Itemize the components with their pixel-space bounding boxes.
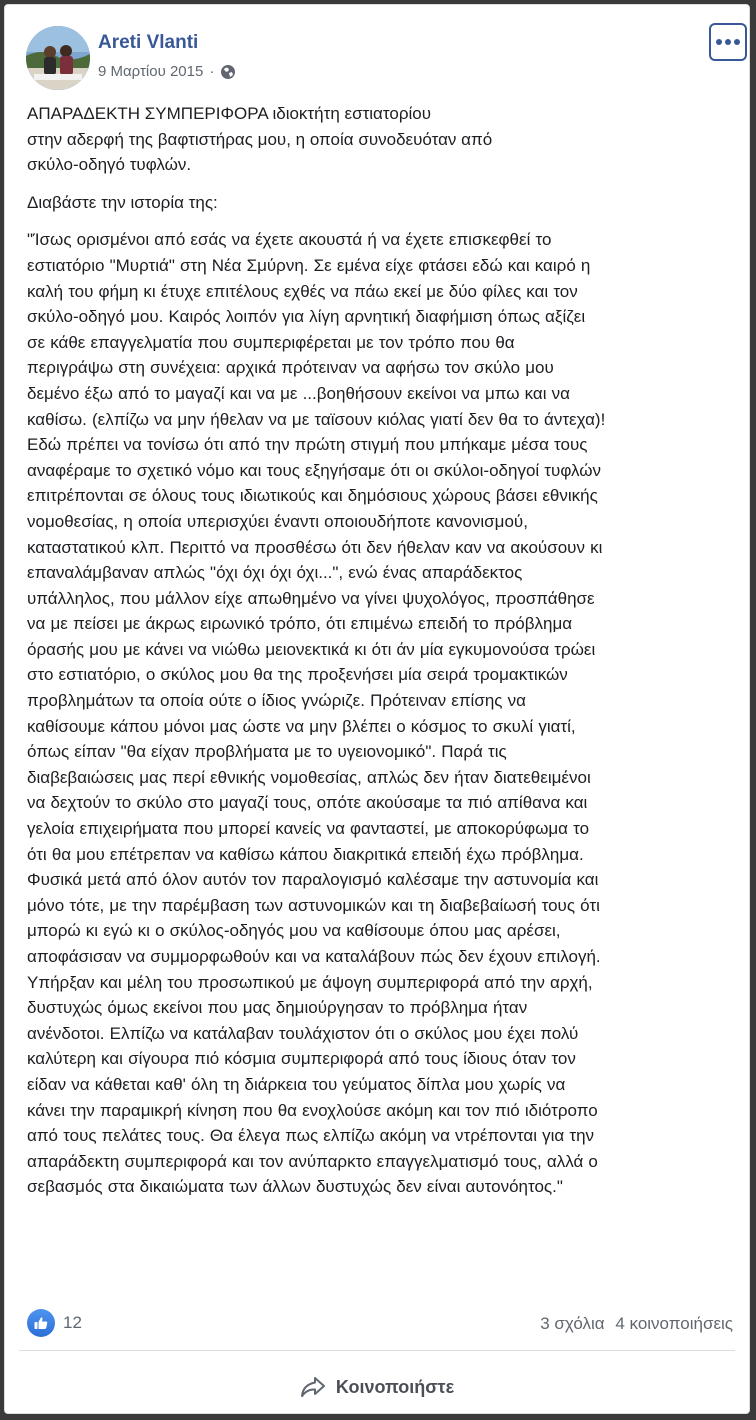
share-arrow-icon: [300, 1376, 326, 1398]
meta-separator: ·: [209, 63, 215, 80]
author-name[interactable]: Areti Vlanti: [98, 32, 199, 53]
comments-count-link[interactable]: 3 σχόλια: [540, 1314, 605, 1333]
post-paragraph-lead: Διαβάστε την ιστορία της:: [27, 192, 218, 212]
like-count: 12: [63, 1313, 82, 1332]
post-date[interactable]: 9 Μαρτίου 2015: [98, 63, 204, 80]
avatar[interactable]: [26, 26, 90, 90]
reactions-summary[interactable]: [27, 1309, 82, 1337]
share-label: Κοινοποιήστε: [335, 1376, 455, 1397]
divider: [19, 1350, 735, 1351]
share-button[interactable]: [5, 1365, 749, 1409]
more-options-icon: [715, 38, 741, 46]
facebook-post-card: [4, 4, 750, 1414]
globe-icon: [220, 64, 236, 80]
post-meta: [98, 63, 236, 80]
more-options-button[interactable]: [709, 23, 747, 61]
like-icon: [27, 1309, 55, 1337]
shares-count-link[interactable]: 4 κοινοποιήσεις: [615, 1314, 733, 1333]
post-paragraph-intro: ΑΠΑΡΑΔΕΚΤΗ ΣΥΜΠΕΡΙΦΟΡΑ ιδιοκτήτη εστιατορίου στην αδερφή της βαφτιστήρας μου, η οποία συνοδευόταν από σκύλο-οδηγό τυφλών.: [27, 104, 493, 175]
post-body: [27, 101, 739, 1212]
avatar-photo-icon: [26, 26, 90, 90]
engagement-counts: [534, 1314, 733, 1334]
post-paragraph-story: "Ίσως ορισμένοι από εσάς να έχετε ακουστά ή να έχετε επισκεφθεί το εστιατόριο "Μυρτιά" στη Νέα Σμύρνη. Σε εμένα είχε φτάσει εδώ και καιρό η καλή του φήμη κι έτυχε επιτέλους εχθές να πάω εκεί με δύο φίλες και τον σκύλο-οδηγό μου. Καιρός λοιπόν για λίγη αρνητική διαφήμιση όπως αξίζει σε κάθε επαγγελματία που συμπεριφέρεται με τον τρόπο που θα περιγράψω στη συνέχεια: αρχικά πρότειναν να αφήσω τον σκύλο μου δεμένο έξω από το μαγαζί και να με ...βοηθήσουν εκείνοι να μπω και να καθίσω. (ελπίζω να μην ήθελαν να με ταϊσουν κιόλας γιατί δεν θα το άντεχα)! Εδώ πρέπει να τονίσω ότι από την πρώτη στιγμή που μπήκαμε μέσα τους αναφέραμε το σχετικό νόμο και τους εξηγήσαμε ότι οι σκύλοι-οδηγοί τυφλών επιτρέπονται σε όλους τους ιδιωτικούς και δημόσιους χώρους βάσει εθνικής νομοθεσίας, η οποία υπερισχύει έναντι οποιουδήποτε κανονισμού, καταστατικού κλπ. Περιττό να προσθέσω ότι δεν ήθελαν καν να ακούσουν κι επαναλάμβαναν απλώς "όχι όχι όχι όχι...", ενώ ένας απαράδεκτος υπάλληλος, που μάλλον είχε απωθημένο να γίνει ψυχολόγος, προσπάθησε να με πείσει με άκρως ειρωνικό τρόπο, ότι επιμένω επειδή το πρόβλημα όρασής μου με κάνει να νιώθω μειονεκτικά κι ότι άν μία εγκυμονούσα τρώει στο εστιατόριο, ο σκύλος μου θα της προξενήσει μία σειρά τρομακτικών προβλημάτων τα οποία ούτε ο ίδιος γνώριζε. Πρότειναν επίσης να καθίσουμε κάπου μόνοι μας ώστε να μην βλέπει ο κόσμος το σκυλί γιατί, όπως είπαν "θα είχαν προβλήματα με το υγειονομικό". Παρά τις διαβεβαιώσεις μας περί εθνικής νομοθεσίας, απλώς δεν ήταν διατεθειμένοι να δεχτούν το σκύλο στο μαγαζί τους, οπότε ακούσαμε τα πιό απίθανα και γελοία επιχειρήματα που μπορεί κανείς να φανταστεί, με αποκορύφωμα το ότι θα μου επέτρεπαν να καθίσω κάπου διακριτικά επειδή έχω πρόβλημα. Φυσικά μετά από όλον αυτόν τον παραλογισμό καλέσαμε την αστυνομία και μόνο τότε, με την παρέμβαση των αστυνομικών και τη διαβεβαίωσή τους ότι μπορώ κι εγώ κι ο σκύλος-οδηγός μου να καθίσουμε όπου μας αρέσει, αποφάσισαν να συμμορφωθούν και να καταλάβουν πώς δεν έχουν επιλογή. Υπήρξαν και μέλη του προσωπικού με άψογη συμπεριφορά από την αρχή, δυστυχώς όμως εκείνοι που μας δημιούργησαν το πρόβλημα ήταν ανένδοτοι. Ελπίζω να κατάλαβαν τουλάχιστον ότι ο σκύλος μου έχει πολύ καλύτερη και σίγουρα πιό κόσμια συμπεριφορά από τους ίδιους όταν τον είδαν να κάθεται καθ' όλη τη διάρκεια του γεύματος δίπλα μου χωρίς να κάνει την παραμικρή κίνηση που θα ενοχλούσε ακόμη και τον πιό ιδιότροπο από τους πελάτες τους. Θα έλεγα πως ελπίζω ακόμη να ντρέπονται για την απαράδεκτη συμπεριφορά και τον ανύπαρκτο επαγγελματισμό τους, αλλά ο σεβασμός στα δικαιώματα των άλλων δυστυχώς δεν είναι αυτονόητος.": [27, 230, 606, 1197]
